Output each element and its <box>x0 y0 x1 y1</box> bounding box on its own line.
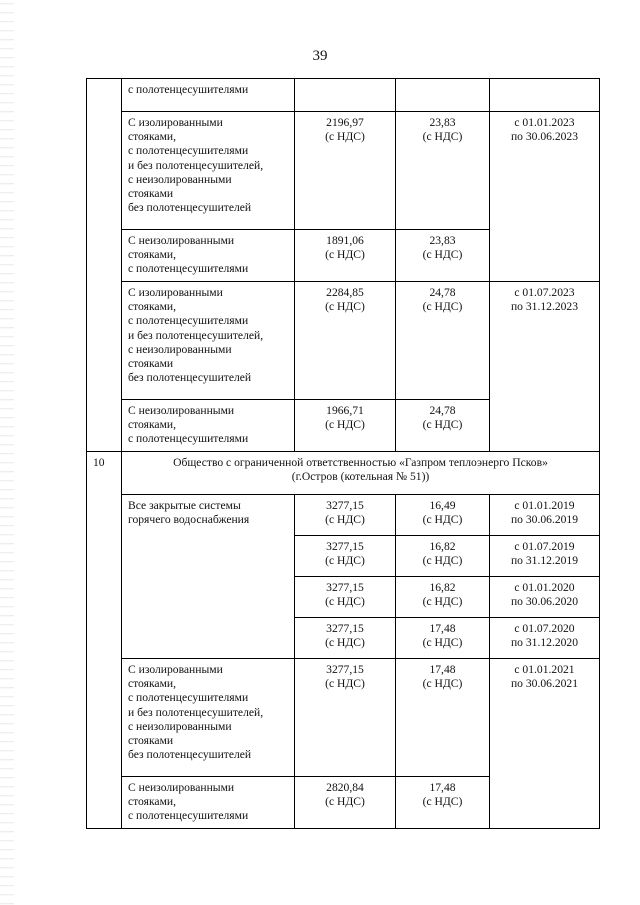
component-fee-cell: 2820,84 (с НДС) <box>295 777 396 829</box>
table-row <box>87 495 600 536</box>
table-row <box>87 79 600 112</box>
tariff-table <box>86 78 600 829</box>
description-cell: С неизолированными стояками, с полотенцесушителями <box>122 230 295 282</box>
description-cell: С неизолированными стояками, с полотенцесушителями <box>122 777 295 829</box>
component-rate-cell <box>396 79 490 112</box>
component-rate-cell: 16,82 (с НДС) <box>396 536 490 577</box>
component-fee-cell: 3277,15 (с НДС) <box>295 577 396 618</box>
period-cell: с 01.01.2023 по 30.06.2023 <box>490 112 600 282</box>
description-cell: С неизолированными стояками, с полотенцесушителями <box>122 400 295 452</box>
table-row <box>87 112 600 230</box>
description-cell: Все закрытые системы горячего водоснабжения <box>122 495 295 659</box>
component-rate-cell: 23,83 (с НДС) <box>396 230 490 282</box>
organization-name-cell: Общество с ограниченной ответственностью «Газпром теплоэнерго Псков» (г.Остров (котельная № 51)) <box>122 452 600 495</box>
component-rate-cell: 16,49 (с НДС) <box>396 495 490 536</box>
scan-edge-artifact <box>0 0 14 905</box>
period-cell: с 01.01.2020 по 30.06.2020 <box>490 577 600 618</box>
component-fee-cell: 3277,15 (с НДС) <box>295 495 396 536</box>
description-cell: С изолированными стояками, с полотенцесушителями и без полотенцесушителей, с неизолированными стояками без полотенцесушителей <box>122 112 295 230</box>
period-cell <box>490 79 600 112</box>
description-cell: С изолированными стояками, с полотенцесушителями и без полотенцесушителей, с неизолированными стояками без полотенцесушителей <box>122 659 295 777</box>
table-row <box>87 452 600 495</box>
row-number-cell: 10 <box>87 452 122 829</box>
description-cell: С изолированными стояками, с полотенцесушителями и без полотенцесушителей, с неизолированными стояками без полотенцесушителей <box>122 282 295 400</box>
component-fee-cell: 1966,71 (с НДС) <box>295 400 396 452</box>
table-row <box>87 659 600 777</box>
component-fee-cell: 2284,85 (с НДС) <box>295 282 396 400</box>
component-rate-cell: 17,48 (с НДС) <box>396 618 490 659</box>
period-cell: с 01.01.2021 по 30.06.2021 <box>490 659 600 829</box>
period-cell: с 01.01.2019 по 30.06.2019 <box>490 495 600 536</box>
component-fee-cell: 3277,15 (с НДС) <box>295 618 396 659</box>
description-cell: с полотенцесушителями <box>122 79 295 112</box>
component-rate-cell: 24,78 (с НДС) <box>396 282 490 400</box>
component-fee-cell: 2196,97 (с НДС) <box>295 112 396 230</box>
component-rate-cell: 17,48 (с НДС) <box>396 659 490 777</box>
period-cell: с 01.07.2023 по 31.12.2023 <box>490 282 600 452</box>
component-fee-cell: 1891,06 (с НДС) <box>295 230 396 282</box>
page-number: 39 <box>312 48 328 64</box>
component-fee-cell: 3277,15 (с НДС) <box>295 659 396 777</box>
component-rate-cell: 23,83 (с НДС) <box>396 112 490 230</box>
period-cell: с 01.07.2019 по 31.12.2019 <box>490 536 600 577</box>
component-rate-cell: 17,48 (с НДС) <box>396 777 490 829</box>
table-row <box>87 282 600 400</box>
component-fee-cell <box>295 79 396 112</box>
component-fee-cell: 3277,15 (с НДС) <box>295 536 396 577</box>
component-rate-cell: 16,82 (с НДС) <box>396 577 490 618</box>
row-number-cell <box>87 79 122 452</box>
component-rate-cell: 24,78 (с НДС) <box>396 400 490 452</box>
period-cell: с 01.07.2020 по 31.12.2020 <box>490 618 600 659</box>
